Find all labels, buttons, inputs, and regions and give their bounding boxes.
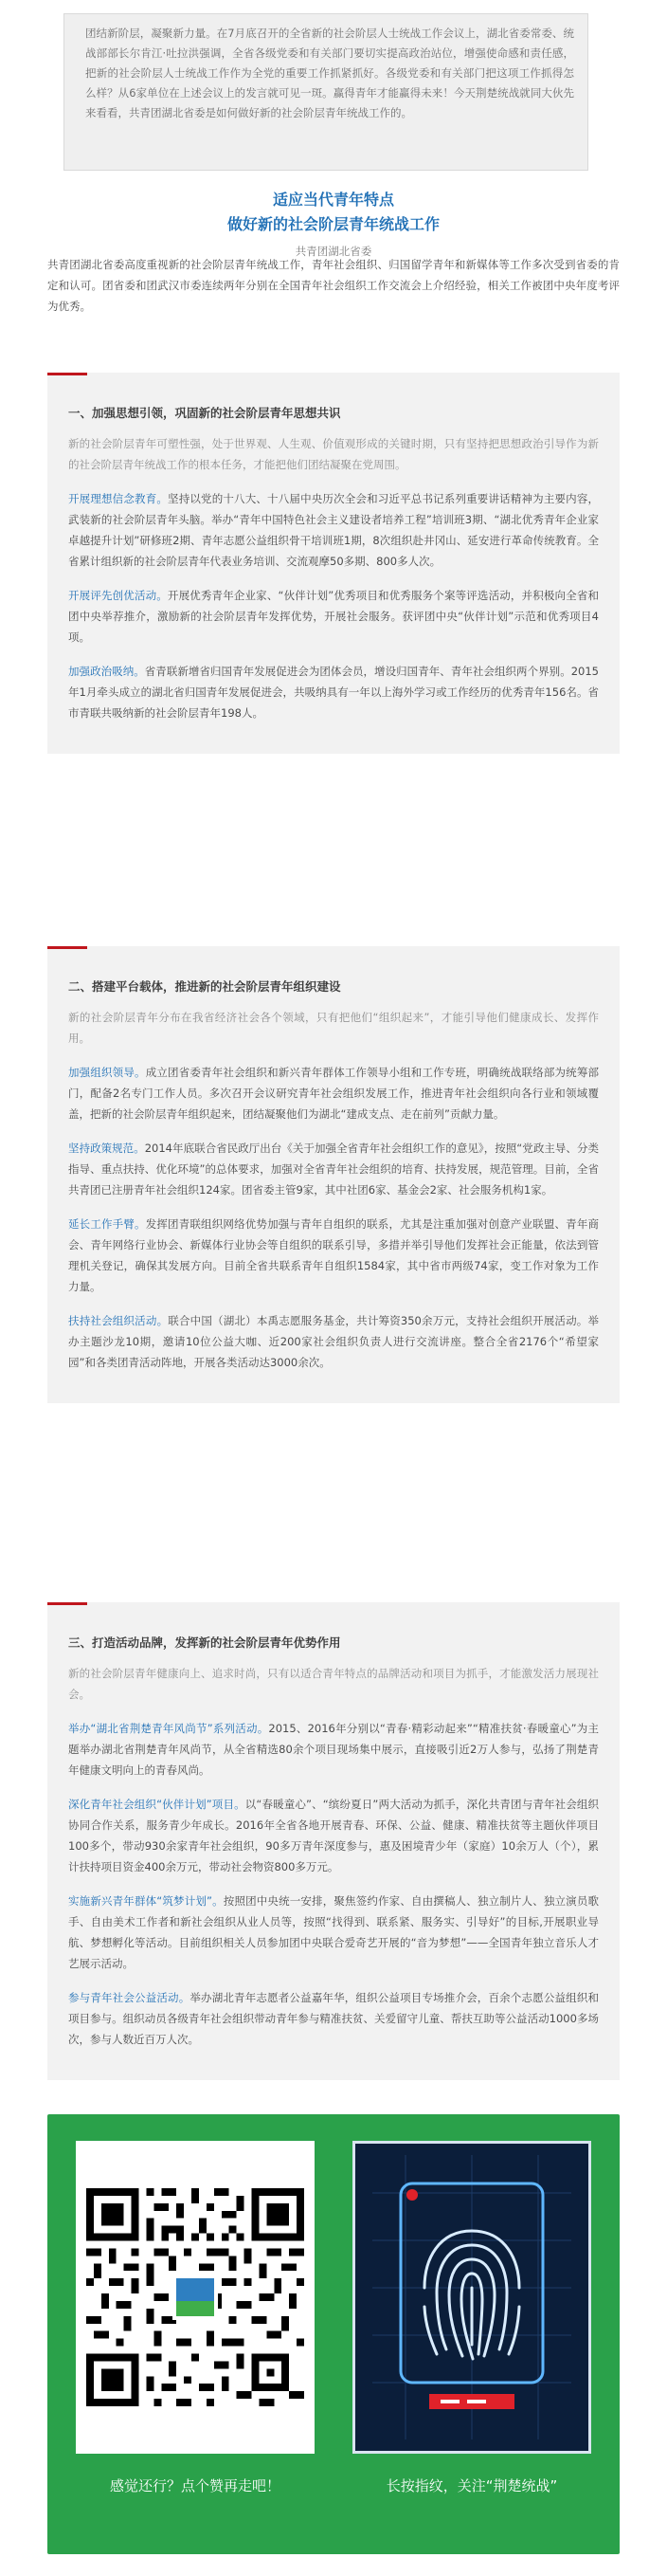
section-title: 一、加强思想引领，巩固新的社会阶层青年思想共识 [68,406,341,420]
paragraph-highlight: 坚持政策规范。 [68,1142,145,1155]
paragraph-text: 举办湖北青年志愿者公益嘉年华，组织公益项目专场推介会，百余个志愿公益组织和项目参与。组织动员各级青年社会组织带动青年参与精准扶贫、关爱留守儿童、帮扶互助等公益活动1000多场次，参与人数近百万人次。 [68,1991,599,2046]
section-3 [47,1602,620,2080]
section-paragraph [68,1718,599,1781]
paragraph-text: 坚持以党的十八大、十八届中央历次全会和习近平总书记系列重要讲话精神为主要内容，武装新的社会阶层青年头脑。举办“青年中国特色社会主义建设者培养工程”培训班3期、“湖北优秀青年企业家卓越提升计划”研修班2期、青年志愿公益组织骨干培训班1期，8次组织赴井冈山、延安进行革命传统教育。全省累计组织新的社会阶层青年代表业务培训、交流观摩50多期、800多人次。 [68,492,599,568]
paragraph-text: 成立团省委青年社会组织和新兴青年群体工作领导小组和工作专班，明确统战联络部为统筹部门，配备2名专门工作人员。多次召开会议研究青年社会组织发展工作，推进青年社会组织向各行业和领域覆盖，把新的社会阶层青年组织起来，团结凝聚他们为湖北“建成支点、走在前列”贡献力量。 [68,1066,600,1121]
section-accent-bar [47,946,87,949]
section-paragraph [68,1214,599,1297]
section-accent-bar [47,1602,87,1605]
paragraph-highlight: 实施新兴青年群体“筑梦计划”。 [68,1894,224,1908]
paragraph-highlight: 开展理想信念教育。 [68,492,169,505]
follow-caption: 长按指纹，关注“荆楚统战” [386,2477,558,2494]
paragraph-highlight: 开展评先创优活动。 [68,589,168,602]
paragraph-text: 2014年底联合省民政厅出台《关于加强全省青年社会组织工作的意见》，按照“党政主导、分类指导、重点扶持、优化环境”的总体要求，加强对全省青年社会组织的培育、扶持发展，规范管理。目前，全省共青团已注册青年社会组织124家。团省委主管9家，其中社团6家、基金会2家、社会服务机构1家。 [68,1142,599,1197]
section-paragraph [68,1310,599,1373]
section-paragraph [68,1891,599,1974]
qr-code-card[interactable] [76,2141,315,2454]
like-caption: 感觉还行？点个赞再走吧！ [109,2477,280,2494]
section-paragraph [68,585,599,648]
headline-line-2: 做好新的社会阶层青年统战工作 [226,215,440,233]
article-header [0,188,667,260]
paragraph-text: 发挥团青联组织网络优势加强与青年自组织的联系，尤其是注重加强对创意产业联盟、青年商会、青年网络行业协会、新媒体行业协会等自组织的联系引导，多措并举引导他们发挥社会正能量，依法到管理机关登记，确保其发展方向。目前全省共联系青年自组织1584家，其中省市两级74家，变工作对象为工作力量。 [68,1217,600,1293]
paragraph-text: 联合中国（湖北）本禹志愿服务基金，共计筹资350余万元，支持社会组织开展活动。举办主题沙龙10期，邀请10位公益大咖、近200家社会组织负责人进行交流讲座。整合全省2176个“希望家园”和各类团青活动阵地，开展各类活动达3000余次。 [68,1314,600,1369]
section-lead: 新的社会阶层青年健康向上、追求时尚，只有以适合青年特点的品牌活动和项目为抓手，才能激发活力展现社会。 [68,1667,599,1701]
section-lead: 新的社会阶层青年可塑性强，处于世界观、人生观、价值观形成的关键时期，只有坚持把思想政治引导作为新的社会阶层青年统战工作的根本任务，才能把他们团结凝聚在党周围。 [68,437,599,471]
paragraph-highlight: 深化青年社会组织“伙伴计划”项目。 [68,1798,245,1811]
paragraph-text: 按照团中央统一安排，聚焦签约作家、自由撰稿人、独立制片人、独立演员歌手、自由美术工作者和新社会组织从业人员等，按照“找得到、联系紧、服务实、引导好”的目标,开展职业导航、梦想孵化等活动。目前组织相关人员参加团中央联合爱奇艺开展的“音为梦想”——全国青年独立音乐人才艺展示活动。 [68,1894,600,1970]
paragraph-highlight: 举办“湖北省荆楚青年风尚节”系列活动。 [68,1722,269,1735]
paragraph-text: 开展优秀青年企业家、“伙伴计划”优秀项目和优秀服务个案等评选活动，并积极向全省和团中央举荐推介，激励新的社会阶层青年发挥优势，开展社会服务。获评团中央“伙伴计划”示范和优秀项目4项。 [68,589,599,644]
section-paragraph [68,1138,599,1200]
article-author: 共青团湖北省委 [295,245,372,258]
qr-code-icon [86,2188,304,2406]
section-lead: 新的社会阶层青年分布在我省经济社会各个领域，只有把他们“组织起来”，才能引导他们健康成长、发挥作用。 [68,1011,599,1045]
paragraph-highlight: 延长工作手臂。 [68,1217,146,1231]
section-title: 二、搭建平台载体，推进新的社会阶层青年组织建设 [68,979,341,994]
fingerprint-card[interactable] [352,2141,591,2454]
section-title: 三、打造活动品牌，发挥新的社会阶层青年优势作用 [68,1635,341,1650]
section-paragraph [68,1062,599,1124]
section-2 [47,946,620,1403]
paragraph-highlight: 扶持社会组织活动。 [68,1314,169,1327]
paragraph-text: 2015、2016年分别以“青春·精彩动起来”“精准扶贫·春暖童心”为主题举办湖北省荆楚青年风尚节，从全省精选80余个项目现场集中展示，直接吸引近2万人参与，弘扬了荆楚青年健康文明向上的青春风尚。 [68,1722,599,1777]
section-1 [47,373,620,754]
section-paragraph [68,1794,599,1877]
follow-promo-banner [47,2114,620,2554]
section-paragraph [68,488,599,572]
paragraph-highlight: 加强政治吸纳。 [68,665,145,678]
intro-box [63,13,588,171]
section-paragraph [68,661,599,723]
paragraph-text: 省青联新增省归国青年发展促进会为团体会员，增设归国青年、青年社会组织两个界别。2015年1月牵头成立的湖北省归国青年发展促进会，共吸纳具有一年以上海外学习或工作经历的优秀青年156名。省市青联共吸纳新的社会阶层青年198人。 [68,665,599,720]
paragraph-highlight: 参与青年社会公益活动。 [68,1991,190,2004]
intro-text: 团结新阶层，凝聚新力量。在7月底召开的全省新的社会阶层人士统战工作会议上，湖北省委常委、统战部部长尔肯江·吐拉洪强调，全省各级党委和有关部门要切实提高政治站位，增强使命感和责任感，把新的社会阶层人士统战工作作为全党的重要工作抓紧抓好。各级党委和有关部门把这项工作抓得怎么样？从6家单位在上述会议上的发言就可见一斑。赢得青年才能赢得未来！今天荆楚统战就同大伙先来看看，共青团湖北省委是如何做好新的社会阶层青年统战工作的。 [85,27,574,119]
paragraph-text: 以“春暖童心”、“缤纷夏日”两大活动为抓手，深化共青团与青年社会组织协同合作关系，服务青少年成长。2016年全省各地开展青春、环保、公益、健康、精准扶贫等主题伙伴项目100多个，带动930余家青年社会组织，90多万青年深度参与，惠及困境青少年（家庭）10余万人（个），累计扶持项目资金400余万元，带动社会物资800多万元。 [68,1798,600,1873]
section-paragraph [68,1987,599,2050]
headline-line-1: 适应当代青年特点 [272,191,394,209]
paragraph-highlight: 加强组织领导。 [68,1066,146,1079]
section-accent-bar [47,373,87,375]
fingerprint-icon [372,2155,571,2439]
article-lead: 共青团湖北省委高度重视新的社会阶层青年统战工作，青年社会组织、归国留学青年和新媒体等工作多次受到省委的肯定和认可。团省委和团武汉市委连续两年分别在全国青年社会组织工作交流会上介绍经验，相关工作被团中央年度考评为优秀。 [47,258,620,313]
